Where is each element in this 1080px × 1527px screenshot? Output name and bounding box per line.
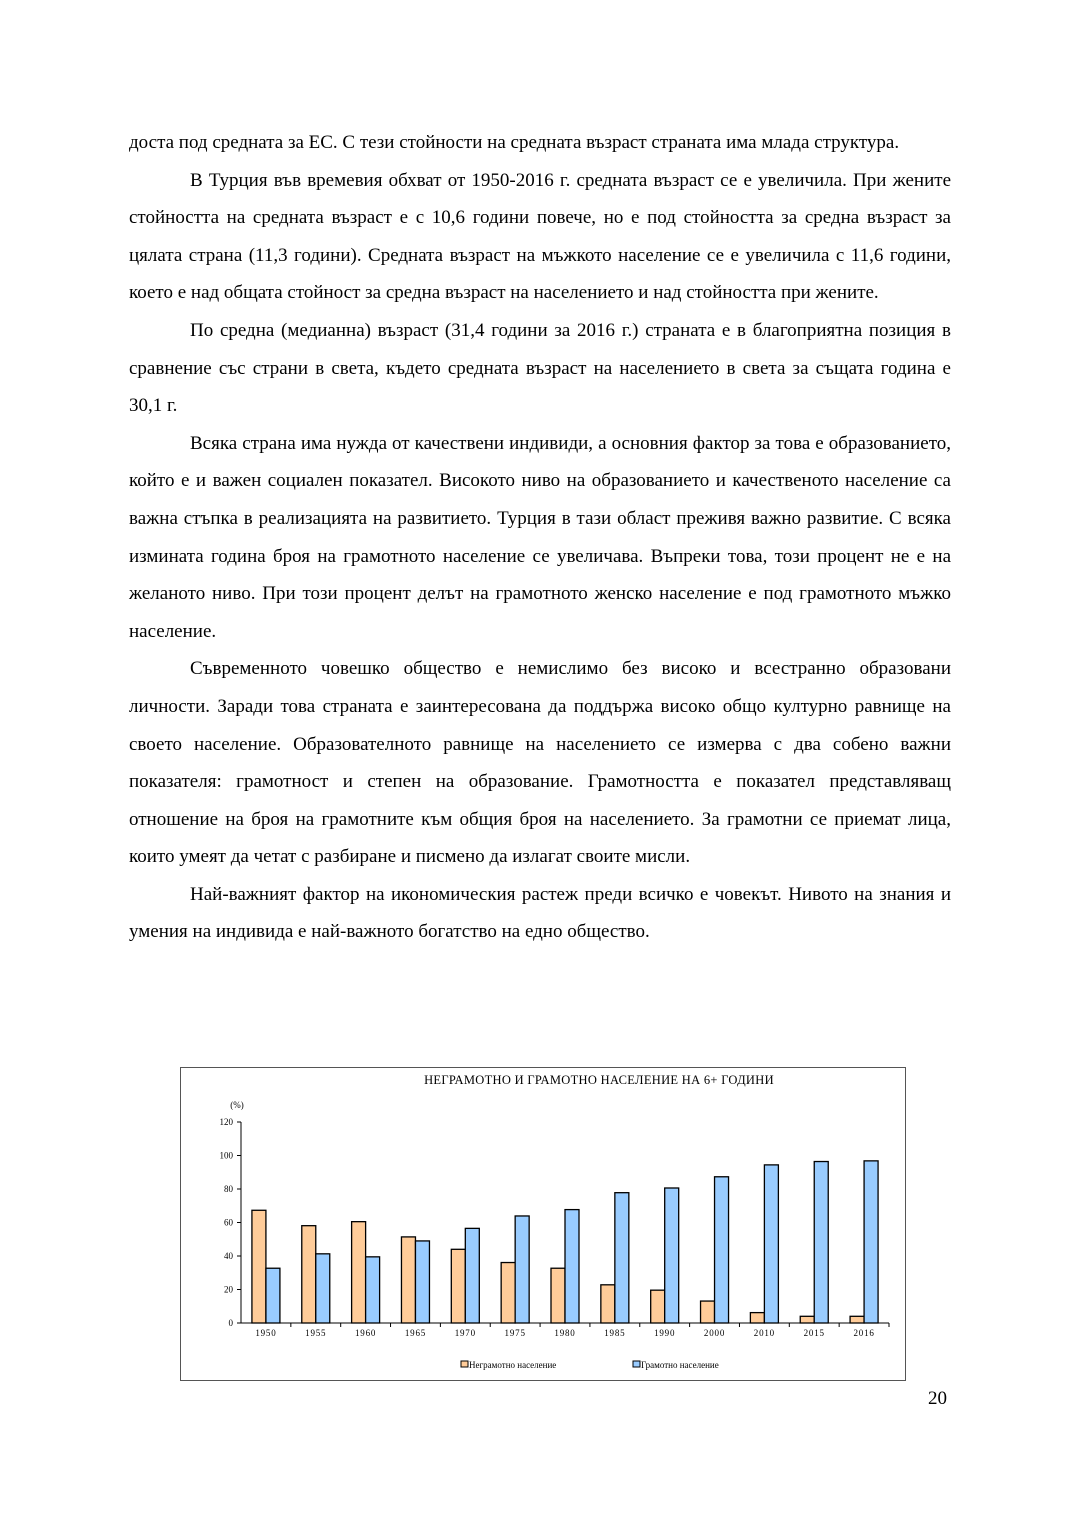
bar-illiterate xyxy=(651,1290,665,1323)
x-tick-label: 2010 xyxy=(753,1328,775,1338)
paragraph: По средна (медианна) възраст (31,4 години за 2016 г.) страната е в благоприятна позиция в сравнение със страни в света, където средната възраст на населението в света за същата година е 30,1 г. xyxy=(129,319,951,417)
bar-illiterate xyxy=(850,1316,864,1323)
bar-literate xyxy=(764,1165,778,1323)
page-number: 20 xyxy=(928,1388,947,1409)
chart-canvas xyxy=(181,1068,907,1382)
bar-illiterate xyxy=(701,1301,715,1323)
x-tick-label: 2015 xyxy=(803,1328,825,1338)
literacy-chart xyxy=(180,1067,906,1381)
paragraph: Съвременното човешко общество е немислимо без високо и всестранно образовани личности. Заради това страната е заинтересована да поддържа високо общо културно равнище на своето население. Образователното равнище на населението се измерва с два собено важни показателя: грамотност и степен на образование. Грамотността е показател представляващ отношение на броя на грамотните към общия броя на населението. За грамотни се приемат лица, които умеят да четат с разбиране и писмено да излагат своите мисли. xyxy=(129,658,951,868)
y-tick-label: 120 xyxy=(219,1117,233,1127)
x-tick-label: 1955 xyxy=(305,1328,327,1338)
bar-literate xyxy=(715,1177,729,1323)
x-tick-label: 2016 xyxy=(853,1328,875,1338)
bar-literate xyxy=(415,1241,429,1323)
x-tick-label: 1985 xyxy=(604,1328,626,1338)
bar-illiterate xyxy=(501,1263,515,1323)
bar-illiterate xyxy=(551,1268,565,1323)
paragraph: Най-важният фактор на икономическия растеж преди всичко е човекът. Нивото на знания и умения на индивида е най-важното богатство на едно общество. xyxy=(129,883,951,943)
bar-literate xyxy=(665,1188,679,1323)
legend-swatch-0 xyxy=(461,1361,468,1367)
bar-illiterate xyxy=(750,1313,764,1323)
bar-illiterate xyxy=(451,1249,465,1323)
bar-literate xyxy=(864,1161,878,1323)
y-tick-label: 40 xyxy=(224,1251,233,1261)
bar-literate xyxy=(366,1257,380,1323)
bar-literate xyxy=(316,1254,330,1323)
paragraph: доста под средната за ЕС. С тези стойности на средната възраст страната има млада структура. xyxy=(129,132,900,153)
y-tick-label: 60 xyxy=(224,1217,233,1228)
x-tick-label: 1960 xyxy=(355,1328,377,1338)
body-text xyxy=(129,124,951,951)
bar-illiterate xyxy=(352,1222,366,1323)
legend-swatch-1 xyxy=(633,1361,640,1367)
bar-literate xyxy=(465,1228,479,1323)
bar-illiterate xyxy=(252,1210,266,1323)
bar-illiterate xyxy=(800,1316,814,1323)
legend-label: Неграмотно население xyxy=(469,1360,557,1370)
y-tick-label: 80 xyxy=(224,1184,233,1194)
bar-literate xyxy=(515,1216,529,1323)
x-tick-label: 1990 xyxy=(654,1328,676,1338)
x-tick-label: 1970 xyxy=(454,1328,476,1338)
y-axis-label: (%) xyxy=(230,1100,244,1110)
y-tick-label: 20 xyxy=(224,1284,233,1295)
bar-literate xyxy=(814,1162,828,1323)
bar-illiterate xyxy=(601,1285,615,1323)
bar-literate xyxy=(266,1268,280,1323)
y-tick-label: 100 xyxy=(219,1150,233,1161)
bar-literate xyxy=(565,1210,579,1323)
bar-literate xyxy=(615,1193,629,1323)
paragraph: Всяка страна има нужда от качествени индивиди, а основния фактор за това е образованието, който е и важен социален показател. Високото ниво на образованието и качественото население са важна стъпка в реализацията на развитието. Турция в тази област преживя важно развитие. С всяка измината година броя на грамотното население се увеличава. Въпреки това, този процент не е на желаното ниво. При този процент делът на грамотното женско население е под грамотното мъжко население. xyxy=(129,432,951,642)
bar-illiterate xyxy=(401,1237,415,1323)
bar-illiterate xyxy=(302,1226,316,1323)
x-tick-label: 1965 xyxy=(404,1328,427,1338)
x-tick-label: 1975 xyxy=(504,1328,526,1338)
paragraph: В Турция във времевия обхват от 1950-2016 г. средната възраст се е увеличила. При жените стойността на средната възраст е с 10,6 години повече, но е под стойността за средна възраст за цялата страна (11,3 години). Средната възраст на мъжкото население се е увеличила с 11,6 години, което е над общата стойност за средна възраст на населението и над стойността при жените. xyxy=(129,169,951,304)
x-tick-label: 1950 xyxy=(255,1328,277,1338)
y-tick-label: 0 xyxy=(228,1318,233,1328)
x-tick-label: 2000 xyxy=(703,1328,726,1338)
chart-title: НЕГРАМОТНО И ГРАМОТНО НАСЕЛЕНИЕ НА 6+ ГОДИНИ xyxy=(424,1073,774,1087)
legend-label: Грамотно население xyxy=(641,1360,719,1370)
x-tick-label: 1980 xyxy=(554,1328,576,1338)
